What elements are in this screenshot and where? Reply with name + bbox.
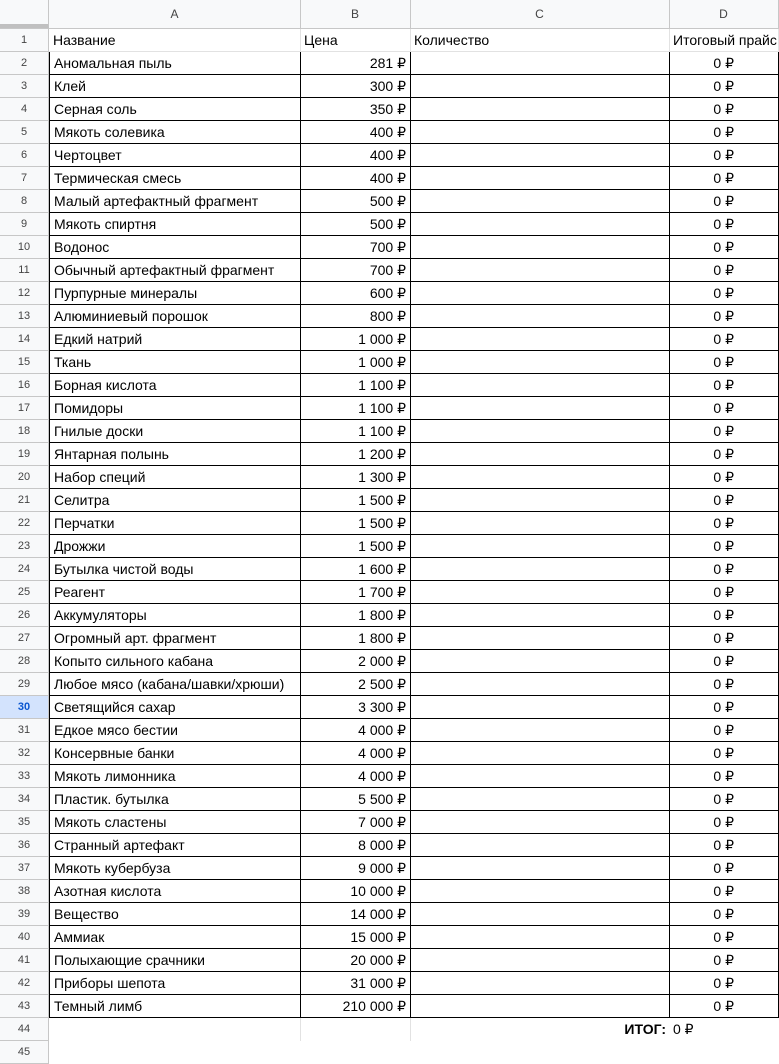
row-header[interactable]: 30 [0, 696, 49, 719]
quantity-cell[interactable] [410, 52, 670, 75]
price-cell[interactable]: 500 ₽ [300, 213, 411, 236]
name-cell[interactable]: Едкий натрий [49, 328, 301, 351]
quantity-cell[interactable] [410, 535, 670, 558]
table-row [0, 719, 779, 742]
total-cell[interactable]: 0 ₽ [669, 420, 779, 443]
row-header[interactable]: 6 [0, 144, 49, 167]
total-cell[interactable]: 0 ₽ [669, 673, 779, 696]
price-cell[interactable]: 4 000 ₽ [300, 719, 411, 742]
price-cell[interactable]: 1 200 ₽ [300, 443, 411, 466]
total-cell[interactable]: 0 ₽ [669, 696, 779, 719]
name-cell[interactable]: Темный лимб [49, 995, 301, 1018]
price-cell[interactable]: 2 000 ₽ [300, 650, 411, 673]
table-row [0, 75, 779, 98]
quantity-cell[interactable] [410, 489, 670, 512]
row-header[interactable]: 41 [0, 949, 49, 972]
price-cell[interactable]: 5 500 ₽ [300, 788, 411, 811]
price-cell[interactable]: 8 000 ₽ [300, 834, 411, 857]
row-header[interactable]: 1 [0, 29, 49, 52]
quantity-cell[interactable] [410, 811, 670, 834]
total-cell[interactable]: 0 ₽ [669, 742, 779, 765]
table-row [0, 834, 779, 857]
total-cell[interactable]: 0 ₽ [669, 512, 779, 535]
row-header[interactable]: 29 [0, 673, 49, 696]
price-cell[interactable]: 2 500 ₽ [300, 673, 411, 696]
price-cell[interactable]: 1 100 ₽ [300, 397, 411, 420]
name-cell[interactable]: Вещество [49, 903, 301, 926]
quantity-cell[interactable] [410, 443, 670, 466]
price-cell[interactable]: 210 000 ₽ [300, 995, 411, 1018]
table-row [0, 742, 779, 765]
quantity-cell[interactable] [410, 144, 670, 167]
table-row [0, 98, 779, 121]
table-row [0, 926, 779, 949]
name-cell[interactable]: Консервные банки [49, 742, 301, 765]
table-row [0, 604, 779, 627]
quantity-cell[interactable] [410, 581, 670, 604]
table-row [0, 673, 779, 696]
table-row [0, 397, 779, 420]
row-header[interactable]: 12 [0, 282, 49, 305]
row-header[interactable]: 26 [0, 604, 49, 627]
quantity-cell[interactable] [410, 650, 670, 673]
name-cell[interactable]: Приборы шепота [49, 972, 301, 995]
table-row [0, 765, 779, 788]
quantity-cell[interactable] [410, 98, 670, 121]
price-cell[interactable]: 1 100 ₽ [300, 374, 411, 397]
quantity-cell[interactable] [410, 673, 670, 696]
total-cell[interactable]: 0 ₽ [669, 604, 779, 627]
table-row [0, 972, 779, 995]
summary-row [0, 1018, 779, 1041]
row-header[interactable]: 25 [0, 581, 49, 604]
total-cell[interactable]: 0 ₽ [669, 351, 779, 374]
name-cell[interactable]: Копыто сильного кабана [49, 650, 301, 673]
name-cell[interactable]: Ткань [49, 351, 301, 374]
table-row [0, 949, 779, 972]
total-cell[interactable]: 0 ₽ [669, 236, 779, 259]
quantity-cell[interactable] [410, 696, 670, 719]
table-row [0, 351, 779, 374]
quantity-cell[interactable] [410, 75, 670, 98]
price-cell[interactable]: 1 100 ₽ [300, 420, 411, 443]
name-cell[interactable]: Мякоть спиртня [49, 213, 301, 236]
row-header[interactable]: 37 [0, 857, 49, 880]
quantity-cell[interactable] [410, 949, 670, 972]
price-cell[interactable]: 31 000 ₽ [300, 972, 411, 995]
price-cell[interactable]: 700 ₽ [300, 259, 411, 282]
total-cell[interactable]: 0 ₽ [669, 466, 779, 489]
table-row [0, 167, 779, 190]
name-cell[interactable]: Полыхающие срачники [49, 949, 301, 972]
quantity-cell[interactable] [410, 627, 670, 650]
quantity-cell[interactable] [410, 834, 670, 857]
name-cell[interactable]: Мякоть кубербуза [49, 857, 301, 880]
price-cell[interactable]: 400 ₽ [300, 167, 411, 190]
total-cell[interactable]: 0 ₽ [669, 995, 779, 1018]
table-row [0, 696, 779, 719]
price-cell[interactable]: 800 ₽ [300, 305, 411, 328]
name-cell[interactable]: Пластик. бутылка [49, 788, 301, 811]
column-header-b[interactable]: B [300, 0, 411, 28]
row-header[interactable]: 15 [0, 351, 49, 374]
name-cell[interactable]: Борная кислота [49, 374, 301, 397]
name-cell[interactable]: Мякоть сластены [49, 811, 301, 834]
quantity-cell[interactable] [410, 926, 670, 949]
name-cell[interactable]: Мякоть лимонника [49, 765, 301, 788]
table-row [0, 489, 779, 512]
quantity-cell[interactable] [410, 903, 670, 926]
total-cell[interactable]: 0 ₽ [669, 305, 779, 328]
price-cell[interactable]: 1 000 ₽ [300, 351, 411, 374]
row-header[interactable]: 5 [0, 121, 49, 144]
total-cell[interactable]: 0 ₽ [669, 880, 779, 903]
price-cell[interactable]: 281 ₽ [300, 52, 411, 75]
table-row [0, 466, 779, 489]
row-header[interactable]: 11 [0, 259, 49, 282]
select-all-corner[interactable] [0, 0, 49, 28]
price-cell[interactable]: 4 000 ₽ [300, 742, 411, 765]
total-cell[interactable]: 0 ₽ [669, 75, 779, 98]
table-row [0, 995, 779, 1018]
name-cell[interactable]: Любое мясо (кабана/шавки/хрюши) [49, 673, 301, 696]
quantity-cell[interactable] [410, 374, 670, 397]
name-cell[interactable]: Перчатки [49, 512, 301, 535]
price-cell[interactable]: 1 500 ₽ [300, 489, 411, 512]
row-header[interactable]: 38 [0, 880, 49, 903]
name-cell[interactable]: Водонос [49, 236, 301, 259]
quantity-cell[interactable] [410, 880, 670, 903]
price-cell[interactable]: 14 000 ₽ [300, 903, 411, 926]
empty-row [0, 1041, 779, 1064]
total-cell[interactable]: 0 ₽ [669, 811, 779, 834]
name-cell[interactable]: Янтарная полынь [49, 443, 301, 466]
price-cell[interactable]: 1 300 ₽ [300, 466, 411, 489]
total-cell[interactable]: 0 ₽ [669, 558, 779, 581]
price-cell[interactable]: 20 000 ₽ [300, 949, 411, 972]
price-cell[interactable]: 400 ₽ [300, 121, 411, 144]
row-header[interactable]: 22 [0, 512, 49, 535]
name-cell[interactable]: Странный артефакт [49, 834, 301, 857]
table-row [0, 558, 779, 581]
name-cell[interactable]: Набор специй [49, 466, 301, 489]
total-cell[interactable]: 0 ₽ [669, 98, 779, 121]
row-header[interactable]: 17 [0, 397, 49, 420]
price-cell[interactable]: 1 000 ₽ [300, 328, 411, 351]
total-cell[interactable]: 0 ₽ [669, 190, 779, 213]
table-row [0, 627, 779, 650]
table-row [0, 213, 779, 236]
quantity-cell[interactable] [410, 512, 670, 535]
quantity-cell[interactable] [410, 305, 670, 328]
table-row [0, 811, 779, 834]
total-cell[interactable]: 0 ₽ [669, 581, 779, 604]
total-cell[interactable]: 0 ₽ [669, 903, 779, 926]
quantity-cell[interactable] [410, 259, 670, 282]
price-cell[interactable]: 350 ₽ [300, 98, 411, 121]
row-header[interactable]: 32 [0, 742, 49, 765]
total-cell[interactable]: 0 ₽ [669, 627, 779, 650]
quantity-cell[interactable] [410, 213, 670, 236]
quantity-cell[interactable] [410, 719, 670, 742]
quantity-cell[interactable] [410, 742, 670, 765]
total-cell[interactable]: 0 ₽ [669, 949, 779, 972]
row-header[interactable]: 28 [0, 650, 49, 673]
name-cell[interactable]: Светящийся сахар [49, 696, 301, 719]
quantity-cell[interactable] [410, 857, 670, 880]
price-cell[interactable]: 400 ₽ [300, 144, 411, 167]
quantity-cell[interactable] [410, 788, 670, 811]
total-cell[interactable]: 0 ₽ [669, 972, 779, 995]
header-cell-quantity[interactable]: Количество [410, 29, 670, 52]
row-header[interactable]: 40 [0, 926, 49, 949]
quantity-cell[interactable] [410, 558, 670, 581]
price-cell[interactable]: 9 000 ₽ [300, 857, 411, 880]
table-row [0, 144, 779, 167]
row-header[interactable]: 20 [0, 466, 49, 489]
total-cell[interactable]: 0 ₽ [669, 144, 779, 167]
quantity-cell[interactable] [410, 604, 670, 627]
name-cell[interactable]: Обычный артефактный фрагмент [49, 259, 301, 282]
table-row [0, 535, 779, 558]
total-label[interactable]: ИТОГ: [624, 1021, 666, 1037]
quantity-cell[interactable] [410, 167, 670, 190]
name-cell[interactable]: Селитра [49, 489, 301, 512]
name-cell[interactable]: Клей [49, 75, 301, 98]
total-cell[interactable]: 0 ₽ [669, 282, 779, 305]
quantity-cell[interactable] [410, 121, 670, 144]
table-row [0, 581, 779, 604]
name-cell[interactable]: Азотная кислота [49, 880, 301, 903]
name-cell[interactable]: Гнилые доски [49, 420, 301, 443]
table-row [0, 374, 779, 397]
table-row [0, 443, 779, 466]
quantity-cell[interactable] [410, 236, 670, 259]
row-header[interactable]: 9 [0, 213, 49, 236]
name-cell[interactable]: Бутылка чистой воды [49, 558, 301, 581]
row-header[interactable]: 16 [0, 374, 49, 397]
row-header[interactable]: 3 [0, 75, 49, 98]
table-row [0, 788, 779, 811]
name-cell[interactable]: Серная соль [49, 98, 301, 121]
name-cell[interactable]: Алюминиевый порошок [49, 305, 301, 328]
row-header[interactable]: 8 [0, 190, 49, 213]
row-header[interactable]: 18 [0, 420, 49, 443]
name-cell[interactable]: Едкое мясо бестии [49, 719, 301, 742]
column-header-row [0, 0, 779, 29]
total-cell[interactable]: 0 ₽ [669, 650, 779, 673]
quantity-cell[interactable] [410, 328, 670, 351]
name-cell[interactable]: Реагент [49, 581, 301, 604]
price-cell[interactable]: 500 ₽ [300, 190, 411, 213]
row-header[interactable]: 43 [0, 995, 49, 1018]
total-cell[interactable]: 0 ₽ [669, 834, 779, 857]
header-cell-price[interactable]: Цена [300, 29, 411, 52]
price-cell[interactable]: 700 ₽ [300, 236, 411, 259]
quantity-cell[interactable] [410, 282, 670, 305]
total-cell[interactable]: 0 ₽ [669, 52, 779, 75]
row-header[interactable]: 44 [0, 1018, 49, 1041]
row-header[interactable]: 36 [0, 834, 49, 857]
total-cell[interactable]: 0 ₽ [669, 167, 779, 190]
name-cell[interactable]: Чертоцвет [49, 144, 301, 167]
name-cell[interactable]: Малый артефактный фрагмент [49, 190, 301, 213]
table-row [0, 282, 779, 305]
column-header-c[interactable]: C [410, 0, 670, 28]
row-header[interactable]: 13 [0, 305, 49, 328]
total-cell[interactable]: 0 ₽ [669, 213, 779, 236]
price-cell[interactable]: 4 000 ₽ [300, 765, 411, 788]
price-cell[interactable]: 300 ₽ [300, 75, 411, 98]
table-row [0, 512, 779, 535]
total-cell[interactable]: 0 ₽ [669, 719, 779, 742]
price-cell[interactable]: 7 000 ₽ [300, 811, 411, 834]
row-header[interactable]: 31 [0, 719, 49, 742]
price-cell[interactable]: 1 800 ₽ [300, 604, 411, 627]
table-row [0, 259, 779, 282]
total-cell[interactable]: 0 ₽ [669, 489, 779, 512]
row-header[interactable]: 7 [0, 167, 49, 190]
price-cell[interactable]: 15 000 ₽ [300, 926, 411, 949]
quantity-cell[interactable] [410, 972, 670, 995]
row-header[interactable]: 35 [0, 811, 49, 834]
total-cell[interactable]: 0 ₽ [669, 259, 779, 282]
row-header[interactable]: 14 [0, 328, 49, 351]
column-header-d[interactable]: D [669, 0, 779, 28]
table-row [0, 420, 779, 443]
price-cell[interactable]: 1 500 ₽ [300, 535, 411, 558]
row-header[interactable]: 33 [0, 765, 49, 788]
total-cell[interactable]: 0 ₽ [669, 328, 779, 351]
price-cell[interactable]: 1 700 ₽ [300, 581, 411, 604]
quantity-cell[interactable] [410, 351, 670, 374]
table-row [0, 305, 779, 328]
header-cell-total[interactable]: Итоговый прайс [669, 29, 779, 52]
total-cell[interactable]: 0 ₽ [669, 374, 779, 397]
name-cell[interactable]: Дрожжи [49, 535, 301, 558]
name-cell[interactable]: Аномальная пыль [49, 52, 301, 75]
total-cell[interactable]: 0 ₽ [669, 788, 779, 811]
table-row [0, 650, 779, 673]
total-cell[interactable]: 0 ₽ [669, 397, 779, 420]
name-cell[interactable]: Аммиак [49, 926, 301, 949]
header-row [0, 29, 779, 52]
table-row [0, 52, 779, 75]
row-header[interactable]: 21 [0, 489, 49, 512]
table-row [0, 121, 779, 144]
table-row [0, 236, 779, 259]
row-header[interactable]: 42 [0, 972, 49, 995]
total-cell[interactable]: 0 ₽ [669, 765, 779, 788]
price-cell[interactable]: 3 300 ₽ [300, 696, 411, 719]
name-cell[interactable]: Аккумуляторы [49, 604, 301, 627]
table-row [0, 328, 779, 351]
quantity-cell[interactable] [410, 420, 670, 443]
quantity-cell[interactable] [410, 190, 670, 213]
table-row [0, 190, 779, 213]
quantity-cell[interactable] [410, 995, 670, 1018]
price-cell[interactable]: 1 800 ₽ [300, 627, 411, 650]
table-row [0, 857, 779, 880]
price-cell[interactable]: 600 ₽ [300, 282, 411, 305]
row-header[interactable]: 2 [0, 52, 49, 75]
quantity-cell[interactable] [410, 466, 670, 489]
total-cell[interactable]: 0 ₽ [669, 535, 779, 558]
quantity-cell[interactable] [410, 397, 670, 420]
row-header[interactable]: 10 [0, 236, 49, 259]
column-header-a[interactable]: A [49, 0, 301, 28]
name-cell[interactable]: Термическая смесь [49, 167, 301, 190]
total-value[interactable]: 0 ₽ [673, 1021, 694, 1037]
row-header[interactable]: 39 [0, 903, 49, 926]
row-header[interactable]: 23 [0, 535, 49, 558]
name-cell[interactable]: Мякоть солевика [49, 121, 301, 144]
name-cell[interactable]: Пурпурные минералы [49, 282, 301, 305]
table-row [0, 880, 779, 903]
name-cell[interactable]: Помидоры [49, 397, 301, 420]
table-row [0, 903, 779, 926]
row-header[interactable]: 19 [0, 443, 49, 466]
total-cell[interactable]: 0 ₽ [669, 926, 779, 949]
row-header[interactable]: 24 [0, 558, 49, 581]
row-header[interactable]: 34 [0, 788, 49, 811]
price-cell[interactable]: 10 000 ₽ [300, 880, 411, 903]
total-cell[interactable]: 0 ₽ [669, 857, 779, 880]
total-cell[interactable]: 0 ₽ [669, 443, 779, 466]
header-cell-name[interactable]: Название [49, 29, 301, 52]
row-header[interactable]: 4 [0, 98, 49, 121]
price-cell[interactable]: 1 600 ₽ [300, 558, 411, 581]
row-header[interactable]: 27 [0, 627, 49, 650]
name-cell[interactable]: Огромный арт. фрагмент [49, 627, 301, 650]
total-cell[interactable]: 0 ₽ [669, 121, 779, 144]
quantity-cell[interactable] [410, 765, 670, 788]
row-header[interactable]: 45 [0, 1041, 49, 1064]
price-cell[interactable]: 1 500 ₽ [300, 512, 411, 535]
